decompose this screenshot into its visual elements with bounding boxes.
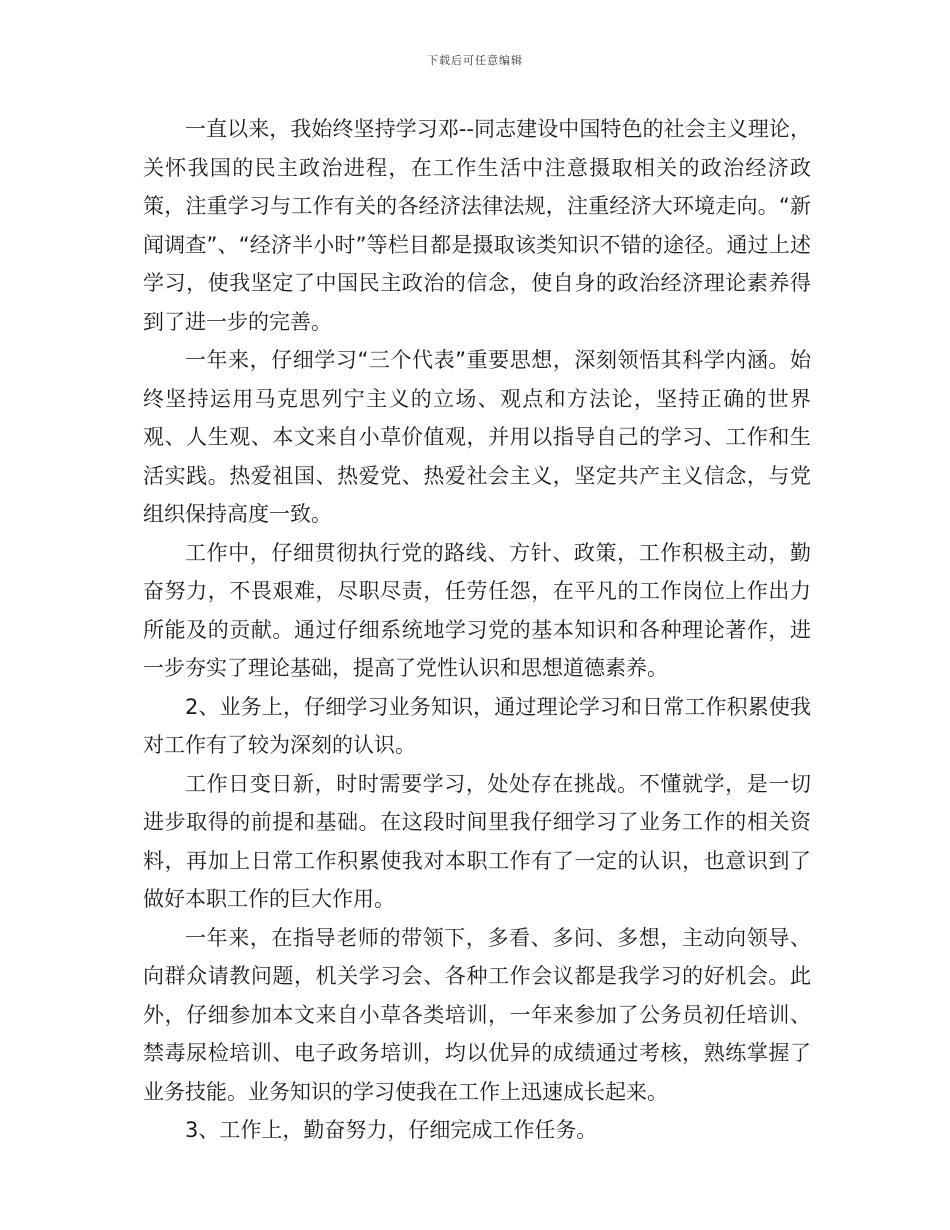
paragraph-6: 一年来，在指导老师的带领下，多看、多问、多想，主动向领导、向群众请教问题，机关学习会、各种工作会议都是我学习的好机会。此外，仔细参加本文来自小草各类培训，一年来参加了公务员初任培训、禁毒尿检培训、电子政务培训，均以优异的成绩通过考核，熟练掌握了业务技能。业务知识的学习使我在工作上迅速成长起来。 — [143, 925, 811, 1104]
paragraph-1: 一直以来，我始终坚持学习邓--同志建设中国特色的社会主义理论，关怀我国的民主政治进程，在工作生活中注意摄取相关的政治经济政策，注重学习与工作有关的各经济法律法规，注重经济大环境走向。“新闻调查”、“经济半小时”等栏目都是摄取该类知识不错的途径。通过上述学习，使我坚定了中国民主政治的信念，使自身的政治经济理论素养得到了进一步的完善。 — [143, 117, 811, 334]
page-header-caption: 下载后可任意编辑 — [427, 54, 523, 67]
paragraph-5: 工作日变日新，时时需要学习，处处存在挑战。不懂就学，是一切进步取得的前提和基础。在这段时间里我仔细学习了业务工作的相关资料，再加上日常工作积累使我对本职工作有了一定的认识，也意识到了做好本职工作的巨大作用。 — [143, 771, 811, 911]
document-body — [143, 110, 811, 1150]
paragraph-2: 一年来，仔细学习“三个代表”重要思想，深刻领悟其科学内涵。始终坚持运用马克思列宁主义的立场、观点和方法论，坚持正确的世界观、人生观、本文来自小草价值观，并用以指导自己的学习、工作和生活实践。热爱祖国、热爱党、热爱社会主义，坚定共产主义信念，与党组织保持高度一致。 — [143, 348, 811, 526]
paragraph-3: 工作中，仔细贯彻执行党的路线、方针、政策，工作积极主动，勤奋努力，不畏艰难，尽职尽责，任劳任怨，在平凡的工作岗位上作出力所能及的贡献。通过仔细系统地学习党的基本知识和各种理论著作，进一步夯实了理论基础，提高了党性认识和思想道德素养。 — [143, 540, 811, 680]
paragraph-4: 2、业务上，仔细学习业务知识，通过理论学习和日常工作积累使我对工作有了较为深刻的认识。 — [143, 694, 811, 757]
paragraph-7: 3、工作上，勤奋努力，仔细完成工作任务。 — [185, 1118, 598, 1142]
